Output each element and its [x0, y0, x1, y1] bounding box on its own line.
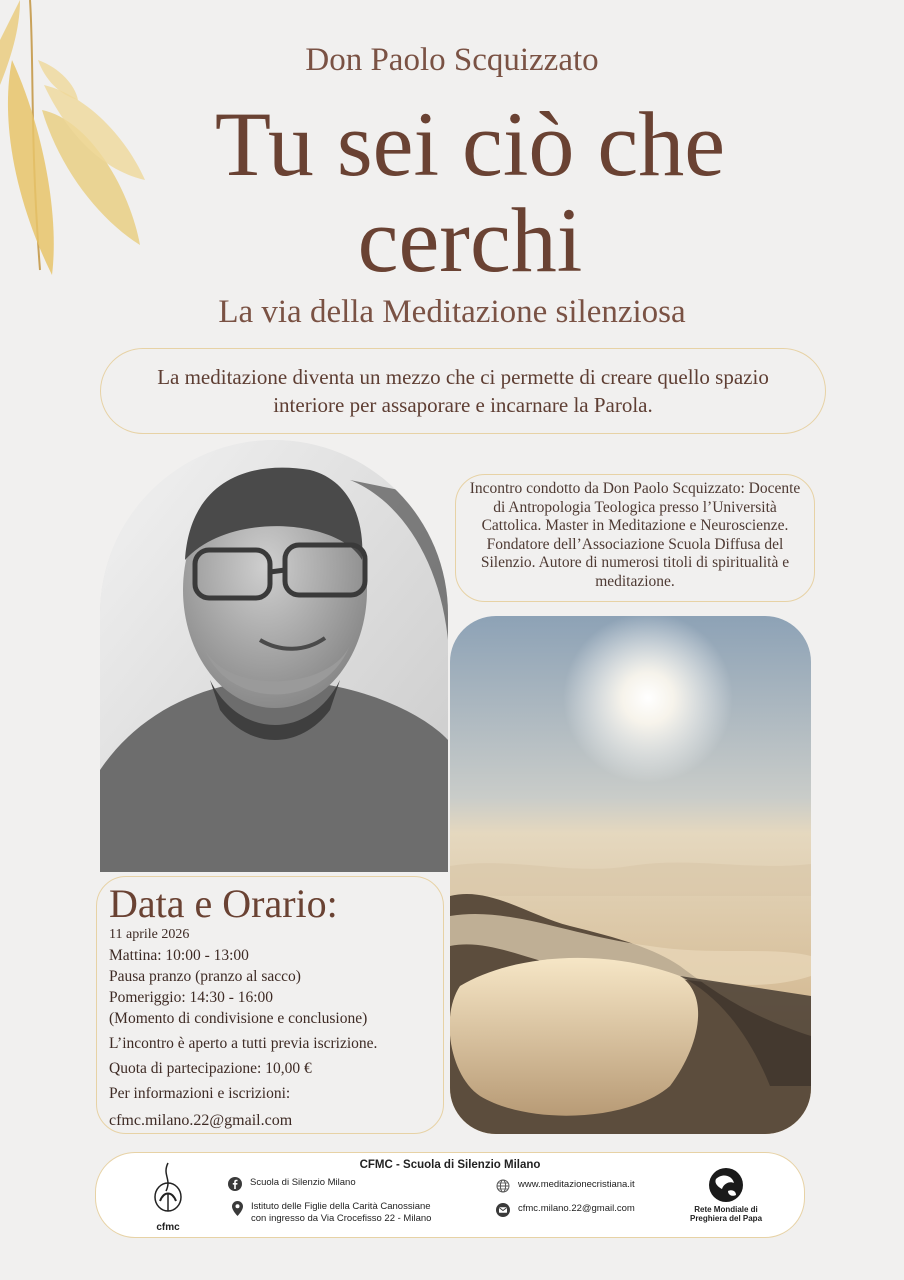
cfmc-logo [148, 1161, 188, 1233]
globe-icon [496, 1179, 510, 1193]
participation-fee: Quota di partecipazione: 10,00 € [109, 1060, 312, 1077]
speaker-portrait [100, 440, 448, 872]
event-title-line-1: Tu sei ciò che [214, 93, 726, 195]
website-url: www.meditazionecristiana.it [518, 1179, 635, 1190]
event-subtitle: La via della Meditazione silenziosa [218, 294, 686, 330]
intro-text: La meditazione diventa un mezzo che ci permette di creare quello spazio interiore per assaporare e incarnare la Parola. [157, 365, 769, 417]
address [232, 1201, 431, 1225]
footer-email: cfmc.milano.22@gmail.com [518, 1203, 635, 1214]
intro-box [100, 348, 826, 434]
address-line-1: Istituto delle Figlie della Carità Canossiane [251, 1201, 431, 1212]
contact-email[interactable]: cfmc.milano.22@gmail.com [109, 1112, 293, 1129]
speaker-bio-box [455, 474, 815, 602]
event-title-line-2: cerchi [357, 189, 583, 291]
rete-mondiale-text [686, 1205, 766, 1223]
cfmc-logo-icon [148, 1161, 188, 1217]
event-date: 11 aprile 2026 [109, 927, 190, 942]
schedule-heading: Data e Orario: [109, 881, 338, 926]
event-title [120, 93, 820, 291]
afternoon-session: Pomeriggio: 14:30 - 16:00 [109, 989, 274, 1006]
location-pin-icon [232, 1201, 243, 1216]
cfmc-logo-text: cfmc [156, 1222, 180, 1233]
facebook-icon [228, 1177, 242, 1191]
open-to-all: L’incontro è aperto a tutti previa iscrizione. [109, 1035, 378, 1052]
rete-mondiale-line-1: Rete Mondiale di [694, 1205, 758, 1214]
info-label: Per informazioni e iscrizioni: [109, 1085, 291, 1102]
footer-title: CFMC - Scuola di Silenzio Milano [359, 1159, 541, 1171]
landscape-photo [450, 616, 811, 1134]
rete-mondiale-line-2: Preghiera del Papa [689, 1214, 763, 1223]
mail-icon [496, 1203, 510, 1217]
footer [95, 1152, 805, 1238]
rete-mondiale-logo [686, 1165, 766, 1233]
footer-email-link[interactable] [496, 1203, 635, 1217]
afternoon-note: (Momento di condivisione e conclusione) [109, 1010, 368, 1027]
globe-heart-logo-icon [702, 1165, 750, 1205]
lunch-break: Pausa pranzo (pranzo al sacco) [109, 968, 301, 985]
schedule-box [96, 876, 444, 1134]
website-link[interactable] [496, 1179, 635, 1193]
speaker-bio: Incontro condotto da Don Paolo Scquizzato: Docente di Antropologia Teologica presso l’Università Cattolica. Master in Meditazione e Neuroscienze. Fondatore dell’Associazione Scuola Diffusa del Silenzio. Autore di numerosi titoli di spiritualità e meditazione. [469, 480, 801, 590]
morning-session: Mattina: 10:00 - 13:00 [109, 947, 249, 964]
speaker-name: Don Paolo Scquizzato [305, 42, 599, 78]
facebook-page-name: Scuola di Silenzio Milano [250, 1177, 356, 1188]
facebook-link[interactable] [228, 1177, 356, 1191]
address-line-2: con ingresso da Via Crocefisso 22 - Milano [251, 1213, 432, 1224]
